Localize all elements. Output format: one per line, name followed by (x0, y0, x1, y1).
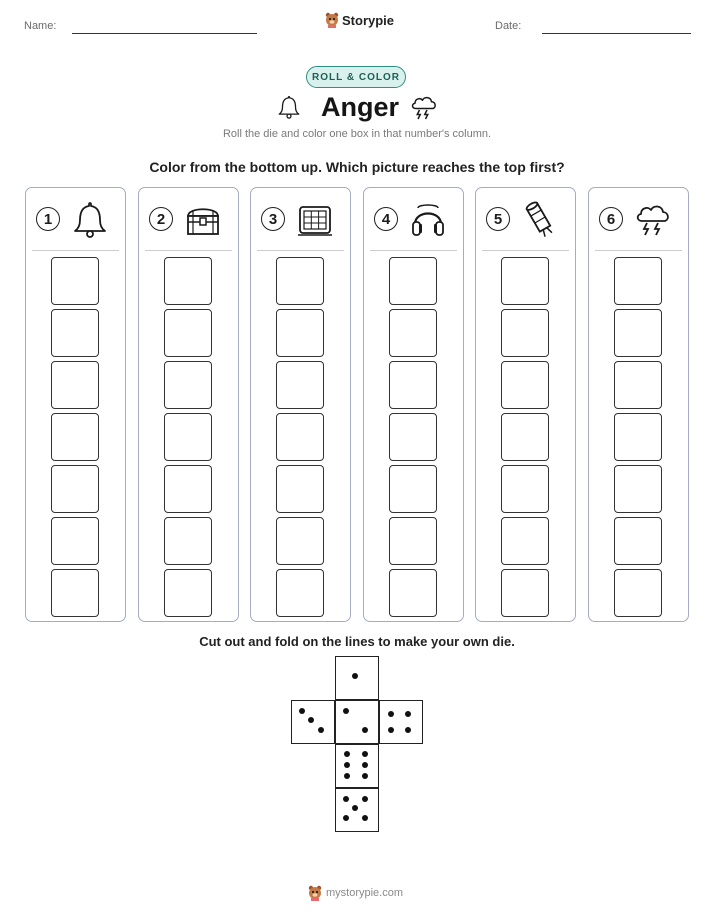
color-box[interactable] (614, 517, 662, 565)
headphones-icon (408, 200, 448, 240)
storm-cloud-icon (408, 92, 440, 122)
die-pip (344, 773, 350, 779)
footer-url[interactable]: mystorypie.com (326, 887, 404, 899)
roll-color-badge: ROLL & COLOR (306, 66, 406, 88)
color-box[interactable] (51, 465, 99, 513)
bell-icon (70, 200, 110, 240)
die-pip (344, 751, 350, 757)
color-box[interactable] (164, 361, 212, 409)
die-pip (362, 762, 368, 768)
die-face-4 (379, 700, 423, 744)
die-pip (362, 727, 368, 733)
die-pip (344, 762, 350, 768)
die-face-3 (291, 700, 335, 744)
column-2 (138, 187, 239, 622)
die-pip (352, 805, 358, 811)
color-box[interactable] (51, 413, 99, 461)
color-box[interactable] (51, 517, 99, 565)
color-box[interactable] (51, 309, 99, 357)
column-number: 6 (599, 207, 623, 231)
subtitle: Roll the die and color one box in that number's column. (222, 128, 492, 140)
die-pip (318, 727, 324, 733)
color-box[interactable] (614, 309, 662, 357)
die-pip (343, 815, 349, 821)
die-pip (362, 773, 368, 779)
column-divider (595, 250, 682, 251)
mascot-icon (325, 12, 339, 28)
color-box[interactable] (501, 309, 549, 357)
color-box[interactable] (389, 309, 437, 357)
column-number: 3 (261, 207, 285, 231)
color-box[interactable] (164, 257, 212, 305)
color-box[interactable] (389, 257, 437, 305)
column-divider (370, 250, 457, 251)
date-line[interactable] (542, 33, 691, 34)
name-label: Name: (24, 20, 57, 32)
color-box[interactable] (501, 465, 549, 513)
column-divider (145, 250, 232, 251)
die-pip (362, 796, 368, 802)
die-pip (352, 673, 358, 679)
page-title: Anger (320, 92, 399, 122)
column-number: 5 (486, 207, 510, 231)
color-box[interactable] (614, 361, 662, 409)
die-pip (405, 711, 411, 717)
color-box[interactable] (51, 361, 99, 409)
color-box[interactable] (389, 465, 437, 513)
name-line[interactable] (72, 33, 257, 34)
color-box[interactable] (501, 569, 549, 617)
color-box[interactable] (276, 517, 324, 565)
footer (308, 885, 403, 901)
die-pip (299, 708, 305, 714)
color-box[interactable] (276, 569, 324, 617)
color-box[interactable] (164, 413, 212, 461)
column-number: 1 (36, 207, 60, 231)
color-box[interactable] (389, 413, 437, 461)
color-box[interactable] (164, 465, 212, 513)
treasure-chest-icon (183, 200, 223, 240)
column-5 (475, 187, 576, 622)
color-box[interactable] (164, 517, 212, 565)
column-6 (588, 187, 689, 622)
column-divider (32, 250, 119, 251)
color-box[interactable] (276, 465, 324, 513)
color-box[interactable] (501, 517, 549, 565)
column-3 (250, 187, 351, 622)
die-face-6 (335, 744, 379, 788)
die-pip (308, 717, 314, 723)
color-box[interactable] (276, 361, 324, 409)
instruction: Color from the bottom up. Which picture reaches the top first? (149, 159, 565, 175)
color-box[interactable] (164, 569, 212, 617)
color-box[interactable] (389, 361, 437, 409)
column-divider (257, 250, 344, 251)
column-number: 2 (149, 207, 173, 231)
brand-name: Storypie (342, 12, 395, 28)
storypie-logo (325, 12, 394, 28)
color-box[interactable] (614, 257, 662, 305)
color-box[interactable] (501, 361, 549, 409)
date-label: Date: (495, 20, 522, 32)
storm-cloud-icon (633, 200, 673, 240)
color-box[interactable] (501, 257, 549, 305)
puzzle-board-icon (295, 200, 335, 240)
color-box[interactable] (51, 569, 99, 617)
color-box[interactable] (276, 257, 324, 305)
color-box[interactable] (614, 413, 662, 461)
die-pip (388, 711, 394, 717)
die-pip (362, 815, 368, 821)
die-face-1 (335, 656, 379, 700)
die-pip (343, 708, 349, 714)
die-pip (362, 751, 368, 757)
color-box[interactable] (389, 569, 437, 617)
scroll-icon (520, 200, 560, 240)
column-4 (363, 187, 464, 622)
die-face-2 (335, 700, 379, 744)
color-box[interactable] (276, 309, 324, 357)
color-box[interactable] (389, 517, 437, 565)
color-box[interactable] (276, 413, 324, 461)
die-pip (343, 796, 349, 802)
column-number: 4 (374, 207, 398, 231)
color-box[interactable] (614, 465, 662, 513)
die-instruction: Cut out and fold on the lines to make your own die. (199, 634, 515, 649)
color-box[interactable] (51, 257, 99, 305)
color-box[interactable] (501, 413, 549, 461)
mascot-icon (308, 885, 322, 901)
color-box[interactable] (164, 309, 212, 357)
die-pip (388, 727, 394, 733)
color-box[interactable] (614, 569, 662, 617)
die-face-5 (335, 788, 379, 832)
die-pip (405, 727, 411, 733)
column-1 (25, 187, 126, 622)
column-divider (482, 250, 569, 251)
